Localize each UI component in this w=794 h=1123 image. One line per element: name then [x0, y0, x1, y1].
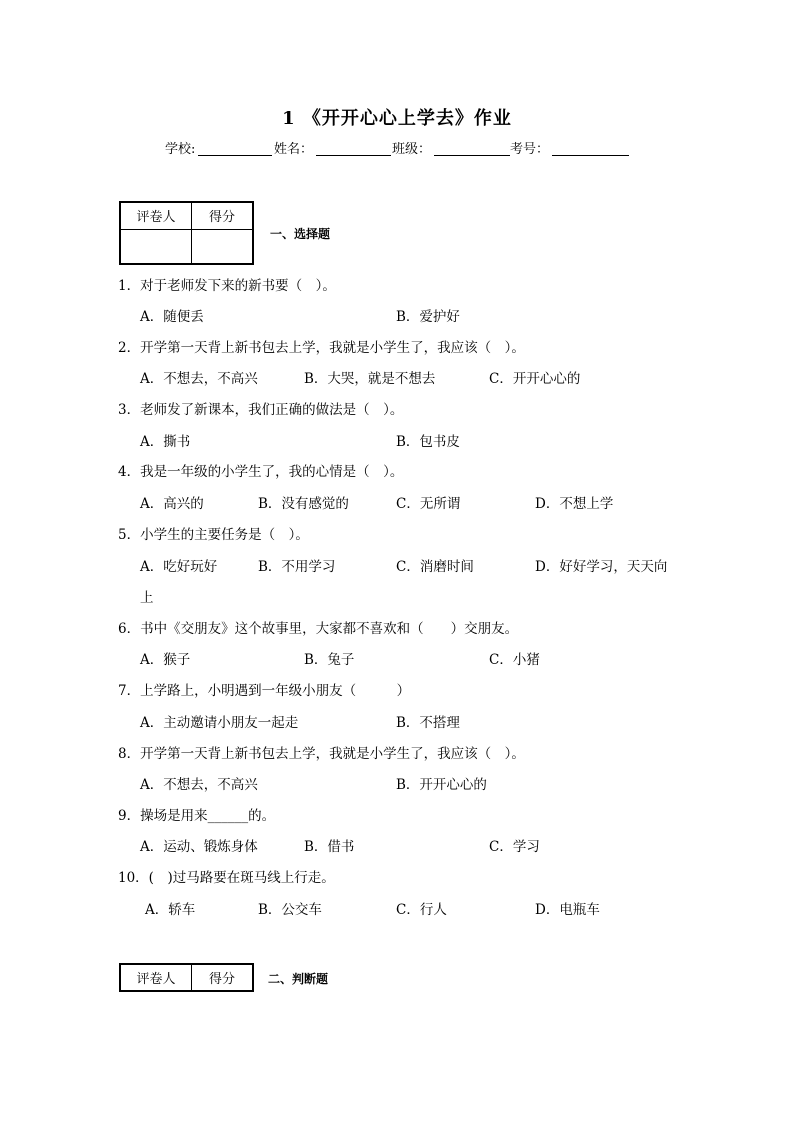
score-header: 得分	[192, 202, 254, 229]
section-2-title: 二、判断题	[268, 972, 329, 986]
q6-option-a[interactable]: A．猴子	[140, 652, 191, 668]
score-cell[interactable]	[192, 229, 254, 264]
question-7: 7．上学路上，小明遇到一年级小朋友（ ）	[118, 683, 411, 699]
question-6: 6．书中《交朋友》这个故事里，大家都不喜欢和（ ）交朋友。	[118, 621, 519, 637]
grader-cell[interactable]	[120, 229, 192, 264]
grader-header-2: 评卷人	[120, 964, 192, 991]
q10-option-d[interactable]: D．电瓶车	[535, 902, 600, 918]
q1-option-b[interactable]: B．爱护好	[396, 309, 460, 325]
school-blank[interactable]	[198, 140, 272, 156]
question-10: 10．( )过马路要在斑马线上行走。	[118, 870, 335, 886]
q5-option-d[interactable]: D．好好学习，天天向	[535, 559, 668, 575]
question-2: 2．开学第一天背上新书包去上学，我就是小学生了，我应该（ ）。	[118, 340, 525, 356]
q1-option-a[interactable]: A．随便丢	[140, 309, 204, 325]
name-blank[interactable]	[316, 140, 391, 156]
question-9: 9．操场是用来______的。	[118, 808, 276, 824]
q2-option-c[interactable]: C．开开心心的	[489, 371, 581, 387]
question-8: 8．开学第一天背上新书包去上学，我就是小学生了，我应该（ ）。	[118, 746, 525, 762]
q2-option-a[interactable]: A．不想去，不高兴	[140, 371, 258, 387]
q8-option-b[interactable]: B．开开心心的	[396, 777, 487, 793]
q10-option-c[interactable]: C．行人	[396, 902, 447, 918]
q7-option-b[interactable]: B．不搭理	[396, 715, 460, 731]
school-label: 学校:	[165, 142, 196, 157]
grader-header: 评卷人	[120, 202, 192, 229]
class-blank[interactable]	[434, 140, 510, 156]
exam-no-blank[interactable]	[552, 140, 629, 156]
section-1-title: 一、选择题	[270, 227, 331, 241]
question-5: 5．小学生的主要任务是（ ）。	[118, 527, 309, 543]
q8-option-a[interactable]: A．不想去，不高兴	[140, 777, 258, 793]
q4-option-d[interactable]: D．不想上学	[535, 496, 614, 512]
name-label: 姓名：	[274, 142, 314, 157]
q6-option-c[interactable]: C．小猪	[489, 652, 540, 668]
score-header-2: 得分	[192, 964, 254, 991]
q9-option-c[interactable]: C．学习	[489, 839, 540, 855]
exam-no-label: 考号：	[510, 142, 550, 157]
page-title: 1 《开开心心上学去》作业	[282, 108, 512, 129]
q10-option-a[interactable]: A．轿车	[145, 902, 196, 918]
q7-option-a[interactable]: A．主动邀请小朋友一起走	[140, 715, 299, 731]
q5-option-d-wrap: 上	[140, 590, 154, 606]
q5-option-b[interactable]: B．不用学习	[258, 559, 336, 575]
question-4: 4．我是一年级的小学生了，我的心情是（ ）。	[118, 464, 404, 480]
q6-option-b[interactable]: B．兔子	[304, 652, 355, 668]
q5-option-c[interactable]: C．消磨时间	[396, 559, 474, 575]
question-1: 1．对于老师发下来的新书要（ ）。	[118, 278, 336, 294]
class-label: 班级：	[392, 142, 432, 157]
q4-option-c[interactable]: C．无所谓	[396, 496, 461, 512]
score-table-2	[119, 963, 254, 992]
q4-option-a[interactable]: A．高兴的	[140, 496, 204, 512]
q4-option-b[interactable]: B．没有感觉的	[258, 496, 349, 512]
q9-option-b[interactable]: B．借书	[304, 839, 355, 855]
q10-option-b[interactable]: B．公交车	[258, 902, 322, 918]
q2-option-b[interactable]: B．大哭，就是不想去	[304, 371, 436, 387]
q9-option-a[interactable]: A．运动、锻炼身体	[140, 839, 258, 855]
question-3: 3．老师发了新课本，我们正确的做法是（ ）。	[118, 402, 404, 418]
q3-option-b[interactable]: B．包书皮	[396, 434, 460, 450]
q5-option-a[interactable]: A．吃好玩好	[140, 559, 218, 575]
score-table-1	[119, 201, 254, 265]
q3-option-a[interactable]: A．撕书	[140, 434, 191, 450]
